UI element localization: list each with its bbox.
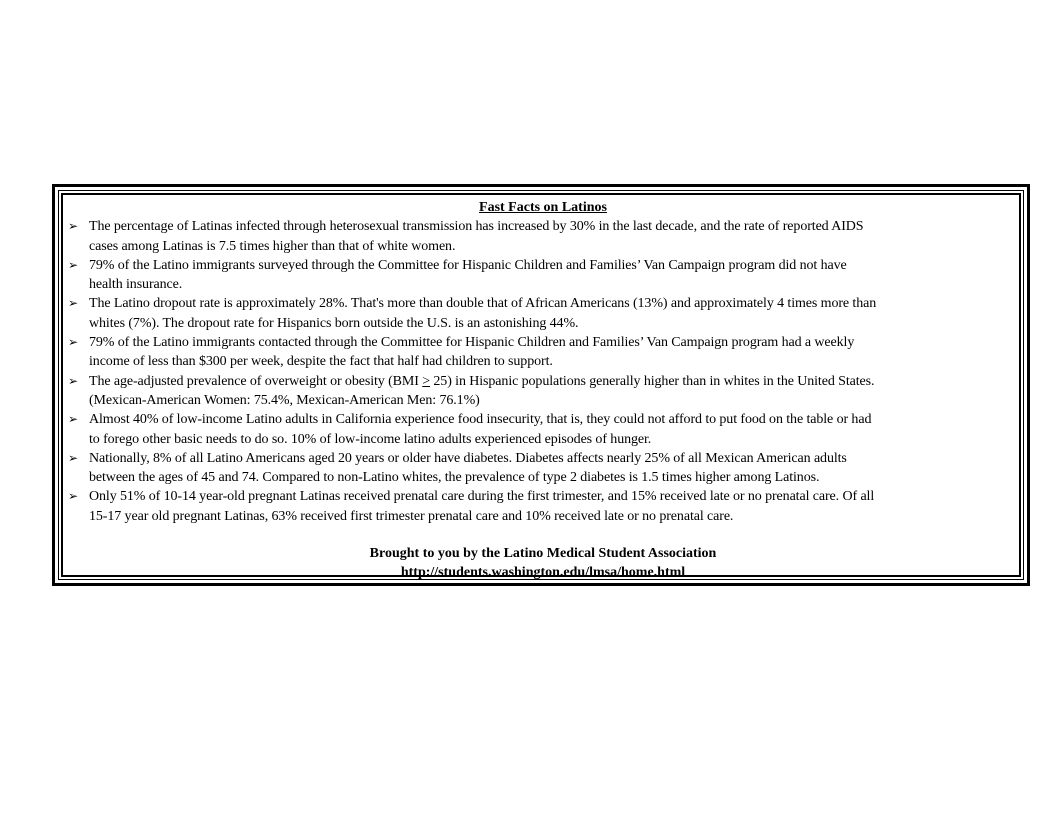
fact-item [68,449,1018,488]
fact-text-continued: between the ages of 45 and 74. Compared to non-Latino whites, the prevalence of type 2 diabetes is 1.5 times higher among Latinos. [89,470,820,486]
fact-text: The age-adjusted prevalence of overweight or obesity (BMI [89,373,423,389]
fact-text-continued: (Mexican-American Women: 75.4%, Mexican-American Men: 76.1%) [89,392,480,408]
arrow-bullet-icon: ➢ [68,219,78,234]
facts-list [68,217,1018,526]
arrow-bullet-icon: ➢ [68,373,78,388]
fact-text-continued: whites (7%). The dropout rate for Hispanics born outside the U.S. is an astonishing 44%. [89,315,579,331]
fact-box [52,184,1030,586]
arrow-bullet-icon: ➢ [68,450,78,465]
arrow-bullet-icon: ➢ [68,412,78,427]
fact-text-continued: cases among Latinas is 7.5 times higher than that of white women. [89,238,456,254]
fact-text: 79% of the Latino immigrants surveyed through the Committee for Hispanic Children and Families’ Van Campaign program did not have [89,257,847,273]
fact-item [68,487,1018,526]
arrow-bullet-icon: ➢ [68,296,78,311]
fact-text-continued: to forego other basic needs to do so. 10% of low-income latino adults experienced episodes of hunger. [89,431,652,447]
fact-text-continued: 15-17 year old pregnant Latinas, 63% received first trimester prenatal care and 10% received late or no prenatal care. [89,508,734,524]
fact-text-continued: income of less than $300 per week, despite the fact that half had children to support. [89,354,553,370]
footer-credit: Brought to you by the Latino Medical Student Association [369,546,717,562]
page-title: Fast Facts on Latinos [479,200,607,215]
greater-or-equal-symbol: > [422,373,430,389]
fact-item [68,256,1018,295]
fact-item [68,372,1018,411]
fact-text: The Latino dropout rate is approximately 28%. That's more than double that of African Americans (13%) and approximately 4 times more than [89,296,877,312]
fact-text: 79% of the Latino immigrants contacted through the Committee for Hispanic Children and Families’ Van Campaign program had a weekly [89,335,855,351]
fact-text-continued: health insurance. [89,277,183,293]
arrow-bullet-icon: ➢ [68,335,78,350]
fact-item [68,217,1018,256]
fact-text: Only 51% of 10-14 year-old pregnant Latinas received prenatal care during the first trimester, and 15% received late or no prenatal care. Of all [89,489,875,505]
arrow-bullet-icon: ➢ [68,257,78,272]
fact-text: Almost 40% of low-income Latino adults in California experience food insecurity, that is, they could not afford to put food on the table or had [89,412,872,428]
fact-item [68,333,1018,372]
footer-url-link[interactable]: http://students.washington.edu/lmsa/home.html [400,565,686,581]
fact-box-content [68,198,1018,583]
fact-item [68,410,1018,449]
fact-text-tail: 25) in Hispanic populations generally higher than in whites in the United States. [430,373,875,389]
fact-text: Nationally, 8% of all Latino Americans aged 20 years or older have diabetes. Diabetes affects nearly 25% of all Mexican American adults [89,450,847,466]
fact-text: The percentage of Latinas infected through heterosexual transmission has increased by 30% in the last decade, and the rate of reported AIDS [89,219,864,235]
footer [68,544,1018,583]
arrow-bullet-icon: ➢ [68,489,78,504]
fact-item [68,294,1018,333]
